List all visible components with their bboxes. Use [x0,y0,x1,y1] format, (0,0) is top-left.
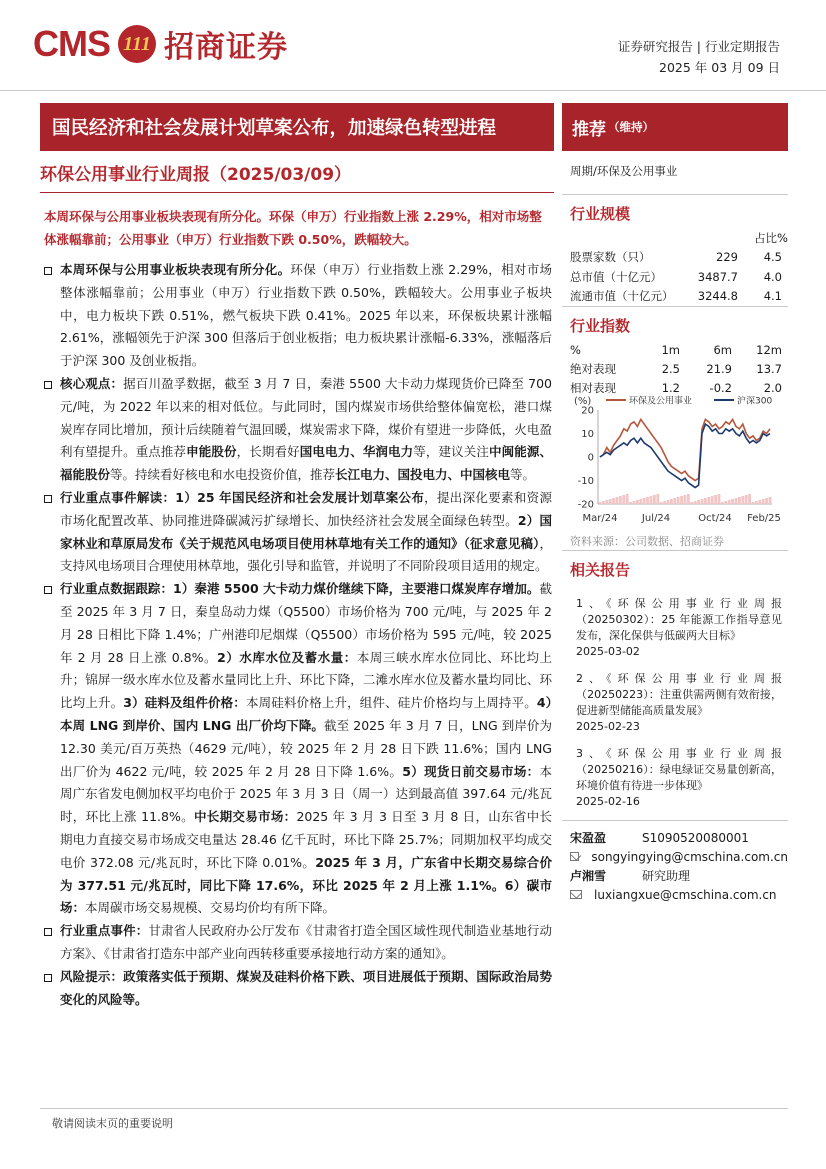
scale-cell: 股票家数（只） [570,250,651,265]
chart-volume-bar [735,498,738,504]
chart-volume-bar [758,500,761,504]
chart-volume-bar [656,494,659,504]
checkbox-bullet-icon [44,381,52,389]
bold-text-segment: 行业重点数据跟踪：1）秦港 5500 大卡动力煤价继续下降，主要港口煤炭库存增加。 [60,581,540,597]
chart-x-tick-label: Jul/24 [641,513,671,524]
report-meta [618,36,780,78]
scale-row [570,267,788,287]
scale-cell: 229 [716,250,738,265]
index-cell: 1.2 [661,380,680,395]
body-paragraph [44,966,552,1012]
text-segment: ，长期看好 [236,444,300,460]
rating-badge [562,103,788,151]
text-segment: 本周广东省发电侧加权平均电价于 2025 年 3 月 3 日（周一）达到最高值 397.64 元/兆瓦时，环比上涨 11.8%。 [60,763,552,825]
bold-text-segment: 中闽能源、福能股份 [60,444,552,483]
footer-note: 敬请阅读末页的重要说明 [52,1117,173,1130]
index-col-header: 1m [661,342,680,357]
body-paragraph [44,373,552,487]
chart-series-line-1 [600,424,770,487]
chart-volume-bar [748,494,751,504]
index-col-header: 6m [713,342,732,357]
rating-label: 推荐 [572,119,606,140]
report-type: 证券研究报告 | 行业定期报告 [617,39,780,54]
body-paragraph [44,920,552,966]
text-segment: ，支持风电场项目合理使用林草地，强化引导和监管，并说明了不同阶段项目适用的规定。 [60,535,552,574]
chart-volume-bar [769,497,772,504]
bold-text-segment: 2）国家林业和草原局发布《关于规范风电场项目使用林草地有关工作的通知》（征求意见稿） [60,512,552,551]
body-paragraph [44,487,552,578]
email-icon [570,852,579,861]
chart-volume-bar [670,499,673,504]
scale-row [570,248,788,268]
chart-x-tick-label: Oct/24 [698,513,732,524]
chart-y-tick-label: -20 [577,499,594,511]
chart-volume-bar [704,498,707,504]
body-paragraph [44,259,552,373]
checkbox-bullet-icon [44,586,52,594]
scale-pct-header-row [570,228,788,248]
text-segment: ，提出深化要素和资源市场化配置改革、协同推进降碳减污扩绿增长、加快经济社会发展全面绿色转型。 [60,489,552,528]
author-email-row [570,847,788,866]
author-name: 卢湘雪 [570,869,607,883]
chart-volume-bar [690,502,693,504]
bold-text-segment: 国电电力、华润电力 [299,444,414,460]
scale-cell: 4.0 [763,269,782,284]
chart-volume-bar [609,499,612,504]
bold-text-segment: 4）本周 LNG 到岸价、国内 LNG 出厂价均下降。 [60,695,552,733]
author-email-row [570,885,788,904]
section-divider [562,306,788,307]
chart-volume-bar [622,495,625,504]
section-divider [562,820,788,821]
related-report-date: 2025-02-23 [576,720,640,733]
chart-volume-bar [605,500,608,504]
related-report-title[interactable]: 2、《环保公用事业行业周报（20250223）：注重供需两侧有效衔接，促进新型储能高质量发展》 [576,672,782,717]
text-segment: 本周三峡水库水位同比、环比均上升；锦屏一级水库水位及蓄水量同比上升、环比下降，二滩水库水位及蓄水量均同比、环比均上升。 [60,649,552,711]
chart-volume-bar [653,495,656,504]
related-report-item[interactable] [576,671,782,735]
section-divider [562,550,788,551]
text-segment: 本周硅料价格上升，组件、硅片价格均与上周持平。 [245,695,537,711]
header-divider [0,90,826,91]
bold-text-segment: 3）硅料及组件价格： [123,695,246,711]
bold-text-segment: 5）现货日前交易市场： [402,763,540,779]
related-report-item[interactable] [576,746,782,810]
chart-volume-bar [629,502,632,504]
index-row [570,359,788,378]
index-col-header: 12m [756,342,782,357]
chart-volume-bar [663,501,666,504]
logo-mark-icon: 111 [118,25,156,63]
index-cell: 21.9 [706,361,732,376]
chart-volume-bar [745,495,748,504]
index-performance-chart [566,394,788,530]
index-table [570,340,788,397]
index-cell: -0.2 [709,380,732,395]
chart-x-tick-label: Mar/24 [582,513,618,524]
chart-volume-bar [673,498,676,504]
chart-volume-bar [738,497,741,504]
related-report-title[interactable]: 1、《环保公用事业行业周报（20250302）：25 年能源工作指导意见发布，深化保供与低碳两大目标》 [576,597,782,642]
chart-volume-bar [731,499,734,504]
chart-volume-bar [667,500,670,504]
bold-text-segment: 核心观点： [60,375,124,391]
bold-text-segment: 长江电力、国投电力、中国核电 [335,467,511,483]
chart-volume-bar [687,494,690,504]
bold-text-segment: 2025 年 3 月，广东省中长期交易综合价为 377.51 元/兆瓦时，同比下降 17.6%，环比 2025 年 2 月上涨 1.1%。 [60,854,552,893]
author-row [570,828,788,847]
report-date: 2025 年 03 月 09 日 [659,60,780,75]
index-header-row [570,340,788,359]
chart-volume-bar [684,495,687,504]
chart-volume-bar [612,498,615,504]
chart-volume-bar [697,500,700,504]
related-reports-list [576,596,782,821]
chart-volume-bar [639,499,642,504]
chart-volume-bar [626,494,629,504]
chart-volume-bar [602,501,605,504]
chart-y-tick-label: 10 [581,429,594,440]
authors-block [570,828,788,904]
text-segment: 据百川盈孚数据，截至 3 月 7 日，秦港 5500 大卡动力煤现货价已降至 700 元/吨，为 2022 年以来的相对低位。与此同时，国内煤炭市场供给整体偏宽松，港口煤炭库存同比增加，预计后续随着气温回暖，煤炭需求下降，煤价有望进一步降低，火电盈利有望提升。重点推荐 [60,375,552,460]
index-heading: 行业指数 [570,317,631,335]
chart-y-tick-label: 20 [581,405,594,417]
related-report-date: 2025-02-16 [576,795,640,808]
author-role: 研究助理 [642,869,691,883]
scale-row [570,287,788,307]
chart-volume-bar [762,499,765,504]
chart-volume-bar [724,501,727,504]
text-segment: 甘肃省人民政府办公厅发布《甘肃省打造全国区域性现代制造业基地行动方案》、《甘肃省打造东中部产业向西转移重要承接地行动方案的通知》。 [60,923,552,961]
chart-volume-bar [718,494,721,504]
report-title: 国民经济和社会发展计划草案公布，加速绿色转型进程 [40,103,554,151]
scale-cell: 4.5 [763,250,782,265]
chart-volume-bar [616,497,619,504]
scale-cell: 总市值（十亿元） [570,269,662,284]
scale-cell: 3244.8 [697,289,738,304]
category-label: 周期/环保及公用事业 [570,164,678,178]
text-segment: 等。 [510,467,536,483]
text-segment: 2025 年 3 月 3 日至 3 月 8 日，山东省中长期电力直接交易市场成交电量达 28.46 亿千瓦时，环比下降 25.7%；同期加权平均成交电价 372.08 元/兆瓦时，环比下降 0.01%。 [60,809,552,870]
text-segment: 等。持续看好核电和水电投资价值，推荐 [110,467,336,483]
checkbox-bullet-icon [44,495,52,503]
chart-volume-bar [660,502,663,504]
bold-text-segment: 本周环保与公用事业板块表现有所分化。 [60,262,291,277]
chart-volume-bar [633,501,636,504]
checkbox-bullet-icon [44,974,52,982]
chart-volume-bar [646,497,649,504]
chart-volume-bar [619,496,622,504]
index-cell: 绝对表现 [570,361,616,376]
chart-volume-bar [650,496,653,504]
author-name: 宋盈盈 [570,831,607,845]
index-cell: 2.5 [661,361,680,376]
text-segment: 本周碳市场交易规模、交易均价均有所下降。 [85,900,336,916]
subtitle-divider [40,192,554,193]
related-report-date: 2025-03-02 [576,645,640,658]
company-logo [33,22,288,66]
chart-volume-bar [643,498,646,504]
body-paragraph [44,578,552,920]
footer-divider [40,1108,788,1109]
text-segment: 截至 2025 年 3 月 7 日，LNG 到岸价为 12.30 美元/百万英热（4629 元/吨），较 2025 年 2 月 28 日下跌 11.6%；国内 LNG 出厂价为 4622 元/吨，较 2025 年 2 月 28 日下降 1.6%。 [60,717,552,779]
related-heading: 相关报告 [570,561,631,579]
chart-volume-bar [765,498,768,504]
text-segment: 环保（申万）行业指数上涨 2.29%，相对市场整体涨幅靠前；公用事业（申万）行业指数下跌 0.50%，跌幅较大。公用事业子板块中，电力板块下跌 0.51%，燃气板块下跌 0.41%。2025 年以来，环保板块累计涨幅 2.61%，涨幅领先于沪深 300 但落后于创业板指；电力板块累计涨幅-6.33%，涨幅落后于沪深 300 及创业板指。 [60,262,552,369]
email-icon [570,890,582,899]
section-divider [562,194,788,195]
bold-text-segment: 风险提示：政策落实低于预期、煤炭及硅料价格下跌、项目进展低于预期、国际政治局势变化的风险等。 [60,968,552,1007]
scale-table [570,228,788,306]
author-email[interactable]: songyingying@cmschina.com.cn [591,849,788,864]
scale-heading: 行业规模 [570,205,631,223]
chart-volume-bar [701,499,704,504]
scale-cell: 4.1 [763,289,782,304]
report-subtitle: 环保公用事业行业周报（2025/03/09） [40,165,352,185]
index-col-header: % [570,342,581,357]
chart-volume-bar [752,502,755,504]
related-report-item[interactable] [576,596,782,660]
chart-volume-bar [741,496,744,504]
scale-cell: 3487.7 [697,269,738,284]
chart-volume-bar [677,497,680,504]
logo-cn-text: 招商证券 [164,30,288,65]
legend-label-1: 沪深300 [737,396,773,407]
text-segment: 截至 2025 年 3 月 7 日，秦皇岛动力煤（Q5500）市场价格为 700 元/吨，与 2025 年 2 月 28 日相比下降 1.4%；广州港印尼烟煤（Q5500）市场价格为 595 元/吨，较 2025 年 2 月 28 日上涨 0.8%。 [60,581,552,665]
bold-text-segment: 中长期交易市场： [193,809,297,825]
chart-volume-bar [721,502,724,504]
chart-y-tick-label: -10 [577,476,594,487]
index-cell: 2.0 [763,380,782,395]
chart-volume-bar [636,500,639,504]
index-cell: 13.7 [756,361,782,376]
chart-volume-bar [714,495,717,504]
index-cell: 相对表现 [570,380,616,395]
bold-text-segment: 申能股份 [186,444,237,460]
bold-text-segment: 行业重点事件： [60,923,149,939]
checkbox-bullet-icon [44,928,52,936]
chart-y-label: (%) [574,396,592,407]
rating-note: （维持） [608,120,654,134]
chart-volume-bar [599,502,602,504]
chart-series-line-0 [600,419,770,480]
author-row [570,866,788,885]
chart-volume-bar [755,501,758,504]
bold-text-segment: 2）水库水位及蓄水量： [217,649,357,665]
chart-volume-bar [711,496,714,504]
chart-y-tick-label: 0 [587,452,594,464]
bold-text-segment: 6）碳市场： [60,877,552,916]
bold-text-segment: 行业重点事件解读：1）25 年国民经济和社会发展计划草案公布 [60,489,425,505]
chart-volume-bar [728,500,731,504]
author-email[interactable]: luxiangxue@cmschina.com.cn [594,887,777,902]
author-cert-id: S1090520080001 [642,830,749,845]
scale-pct-header: 占比% [754,230,788,245]
logo-cms-text: CMS [33,23,110,64]
chart-volume-bar [680,496,683,504]
scale-cell: 流通市值（十亿元） [570,289,674,304]
related-report-title[interactable]: 3、《环保公用事业行业周报（20250216）：绿电绿证交易量创新高，环境价值有待进一步体现》 [576,747,782,792]
chart-x-tick-label: Feb/25 [747,513,781,524]
summary-text: 本周环保与公用事业板块表现有所分化。环保（申万）行业指数上涨 2.29%，相对市场整体涨幅靠前；公用事业（申万）行业指数下跌 0.50%，跌幅较大。 [44,209,542,247]
text-segment: 等，建议关注 [413,444,489,460]
legend-label-0: 环保及公用事业 [629,396,693,407]
checkbox-bullet-icon [44,267,52,275]
body-text [44,259,552,1011]
chart-volume-bar [694,501,697,504]
chart-source: 资料来源：公司数据、招商证券 [570,535,724,548]
chart-volume-bar [707,497,710,504]
